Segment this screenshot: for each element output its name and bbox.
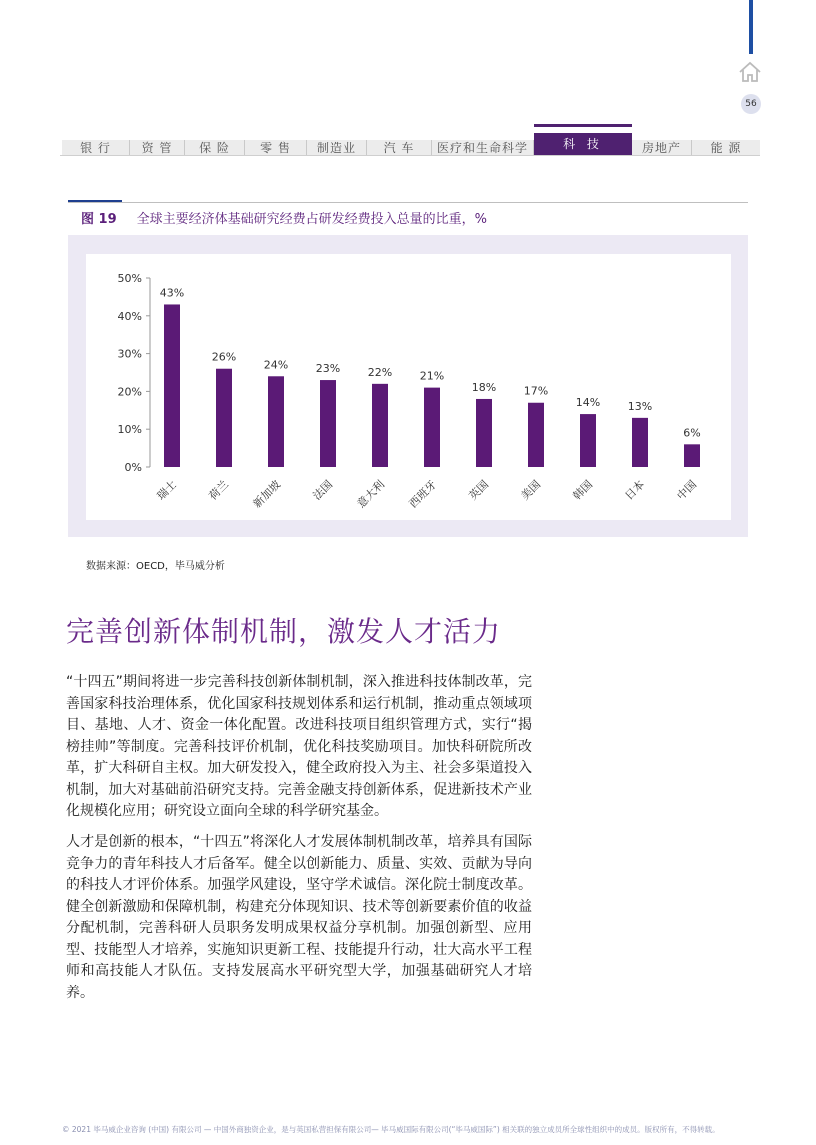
x-tick-label: 瑞士 xyxy=(154,477,180,503)
bar-value-label: 21% xyxy=(419,369,445,383)
tabs-baseline xyxy=(60,155,760,156)
y-tick-label: 40% xyxy=(117,309,142,323)
tab-banking[interactable]: 银 行 xyxy=(62,140,130,156)
x-tick-label: 日本 xyxy=(622,477,648,503)
bar xyxy=(164,304,180,467)
figure-number: 图 19 xyxy=(81,212,117,227)
bar xyxy=(580,414,596,467)
bar-value-label: 23% xyxy=(315,362,341,376)
bar xyxy=(632,418,648,467)
industry-tabs xyxy=(62,126,760,156)
section-title: 完善创新体制机制，激发人才活力 xyxy=(66,615,502,648)
tab-retail[interactable]: 零 售 xyxy=(245,140,307,156)
tab-healthcare-life-sciences[interactable]: 医疗和生命科学 xyxy=(432,140,534,156)
tab-automotive[interactable]: 汽 车 xyxy=(367,140,432,156)
bar-value-label: 26% xyxy=(211,350,237,364)
bar xyxy=(528,403,544,467)
bar-value-label: 43% xyxy=(159,286,185,300)
body-paragraph-2: 人才是创新的根本，“十四五”将深化人才发展体制机制改革，培养具有国际竞争力的青年科技人才后备军。健全以创新能力、质量、实效、贡献为导向的科技人才评价体系。加强学风建设，坚守学术诚信。深化院士制度改革。健全创新激励和保障机制，构建充分体现知识、技术等创新要素价值的收益分配机制，完善科研人员职务发明成果权益分享机制。加强创新型、应用型、技能型人才培养，实施知识更新工程、技能提升行动，壮大高水平工程师和高技能人才队伍。支持发展高水平研究型大学，加强基础研究人才培养。 xyxy=(66,834,532,1001)
bar-value-label: 14% xyxy=(575,396,601,410)
home-icon[interactable] xyxy=(737,60,763,84)
data-source: 数据来源：OECD，毕马威分析 xyxy=(86,561,225,572)
bar-value-label: 18% xyxy=(471,380,497,394)
figure-title-text: 全球主要经济体基础研究经费占研发经费投入总量的比重，% xyxy=(136,212,487,227)
figure-rule xyxy=(68,202,748,203)
x-tick-label: 美国 xyxy=(518,477,544,503)
tab-real-estate[interactable]: 房地产 xyxy=(632,140,692,156)
x-tick-label: 英国 xyxy=(466,477,492,503)
bar xyxy=(684,444,700,467)
y-tick-label: 50% xyxy=(117,272,142,285)
bar-chart xyxy=(86,254,731,520)
bar-value-label: 24% xyxy=(263,358,289,372)
x-tick-label: 意大利 xyxy=(354,477,388,511)
x-tick-label: 西班牙 xyxy=(406,477,440,511)
x-tick-label: 中国 xyxy=(674,477,700,503)
tab-manufacturing[interactable]: 制造业 xyxy=(307,140,367,156)
bar-value-label: 13% xyxy=(627,399,653,413)
bar xyxy=(216,369,232,467)
page-number-badge: 56 xyxy=(741,94,761,114)
bar xyxy=(320,380,336,467)
bar xyxy=(268,376,284,467)
bar-value-label: 6% xyxy=(683,426,701,440)
tab-technology[interactable]: 科 技 xyxy=(534,133,632,156)
tab-asset-management[interactable]: 资 管 xyxy=(130,140,185,156)
bar-value-label: 17% xyxy=(523,384,549,398)
y-tick-label: 20% xyxy=(117,385,142,399)
x-tick-label: 新加坡 xyxy=(250,477,284,511)
y-tick-label: 10% xyxy=(117,423,142,437)
x-tick-label: 荷兰 xyxy=(206,477,232,503)
y-tick-label: 0% xyxy=(124,461,142,474)
bar xyxy=(424,388,440,467)
bar-value-label: 22% xyxy=(367,365,393,379)
y-tick-label: 30% xyxy=(117,347,142,361)
top-accent-bar xyxy=(749,0,753,54)
x-tick-label: 法国 xyxy=(310,477,336,503)
bar xyxy=(372,384,388,467)
body-paragraph-1: “十四五”期间将进一步完善科技创新体制机制，深入推进科技体制改革，完善国家科技治理体系，优化国家科技规划体系和运行机制，推动重点领域项目、基地、人才、资金一体化配置。改进科技项目组织管理方式，实行“揭榜挂帅”等制度。完善科技评价机制，优化科技奖励项目。加快科研院所改革，扩大科研自主权。加大研发投入，健全政府投入为主、社会多渠道投入机制，加大对基础前沿研究支持。完善金融支持创新体系，促进新技术产业化规模化应用；研究设立面向全球的科学研究基金。 xyxy=(66,674,532,819)
copyright-footer: © 2021 毕马威企业咨询 (中国) 有限公司 — 中国外商独资企业，是与英国私营担保有限公司— 毕马威国际有限公司(“毕马威国际”) 相关联的独立成员所全球性组织中的成员。版权所有，不得转载。 xyxy=(62,1125,720,1134)
x-tick-label: 韩国 xyxy=(570,477,596,503)
tab-insurance[interactable]: 保 险 xyxy=(185,140,245,156)
bar xyxy=(476,399,492,467)
figure-title xyxy=(81,208,487,227)
tab-energy[interactable]: 能 源 xyxy=(692,140,760,156)
